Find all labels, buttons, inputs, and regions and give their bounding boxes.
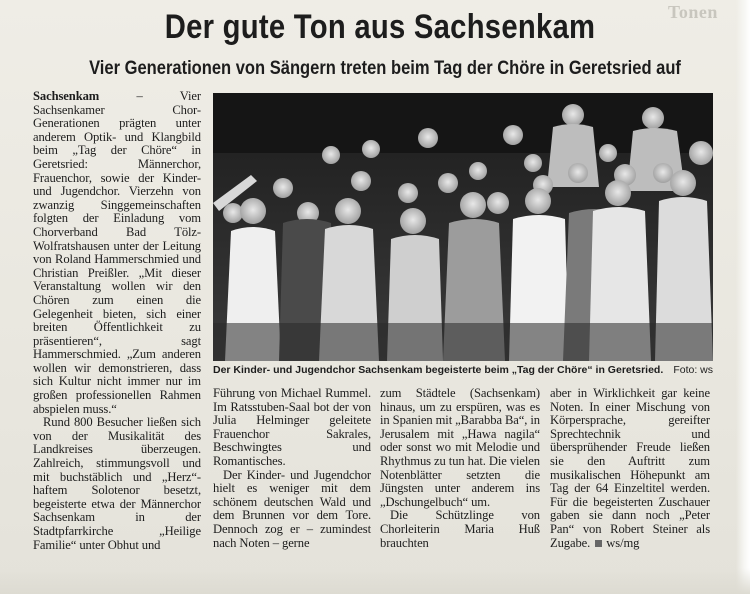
page-edge: [0, 568, 750, 594]
page-edge: [736, 0, 750, 594]
paragraph: Die Schützlinge von Chorleiterin Maria Huß brauchten: [380, 508, 540, 550]
choir-photo-image: [213, 93, 713, 361]
end-mark-icon: [595, 540, 602, 547]
paragraph: Der Kinder- und Jugendchor hielt es weniger mit dem schönem deutschen Wald und dem Brunnen vor dem Tore. Dennoch zog er – zumindest nach Noten – gerne: [213, 467, 371, 550]
paragraph-text: – Vier Sachsenkamer Chor-Generationen prägten unter anderem Optik- und Klangbild beim „Tag der Chöre“ in Geretsried: Männerchor, Frauenchor, sowie der Kinder- und Jugendchor. Vierzehn von zwanzig Singgemeinschaften folgten der Einladung vom Chorverband Bad Tölz-Wolfratshausen unter der Leitung von Roland Hammerschmied und Christian Preißler. „Mit dieser Veranstaltung wollen wir den Chören zum einen die Gelegenheit bieten, sich einer breiten Öffentlichkeit zu präsentieren“, sagt Hammerschmied. „Zum anderen wollen wir demonstrieren, dass sich Kultur nicht immer nur im großen professionellen Rahmen abspielen muss.“: [33, 89, 201, 416]
paragraph: Führung von Michael Rummel. Im Ratsstuben-Saal bot der von Julia Helminger geleitete Frauenchor Sakrales, Beschwingtes und Romantisches.: [213, 386, 371, 468]
photo-caption-row: [213, 364, 713, 376]
paragraph: zum Städtele (Sachsenkam) hinaus, um zu erspüren, was es in Spanien mit „Barabba Ba“, in Jerusalem mit „Hawa nagila“ oder sonst wo mit Melodie und Rhythmus zu tun hat. Die vielen Notenblätter setzten die Jüngsten unter anderem ins „Dschungelbuch“ um.: [380, 386, 540, 509]
headline: Der gute Ton aus Sachsenkam: [164, 8, 596, 46]
article-column-1: [33, 90, 201, 552]
article-column-4: [550, 387, 710, 550]
paragraph: [550, 387, 710, 550]
article-column-2: [213, 387, 371, 550]
paragraph: Rund 800 Besucher ließen sich von der Musikalität des Landkreises überzeugen. Zahlreich, stimmungsvoll und mit buchstäblich und „Herz“-haftem Solotenor besetzt, begeisterte etwa der Männerchor Sachsenkam in der Stadtpfarrkirche „Heilige Familie“ unter Obhut und: [33, 415, 201, 552]
lead-word: Sachsenkam: [33, 89, 100, 103]
photo-credit: Foto: ws: [673, 364, 713, 376]
choir-photo: [213, 93, 713, 361]
adjacent-article-fragment: Tonen: [668, 2, 718, 22]
author-initials: ws/mg: [606, 535, 640, 550]
photo-caption: Der Kinder- und Jugendchor Sachsenkam begeisterte beim „Tag der Chöre“ in Geretsried.: [213, 364, 664, 376]
paragraph: [33, 90, 201, 416]
paragraph-text: aber in Wirklichkeit gar keine Noten. In einer Mischung von Körpersprache, gereifter Sprechtechnik und übersprühender Freude ließen sie den Auftritt zum musikalischen Höhepunkt am Tag der 64 Einzeltitel werden. Für die begeisterten Zuschauer gaben sie dann noch „Peter Pan“ von Robert Steiner als Zugabe.: [550, 386, 710, 550]
subheadline: Vier Generationen von Sängern treten beim Tag der Chöre in Geretsried auf: [89, 58, 681, 79]
article-column-3: [380, 387, 540, 550]
